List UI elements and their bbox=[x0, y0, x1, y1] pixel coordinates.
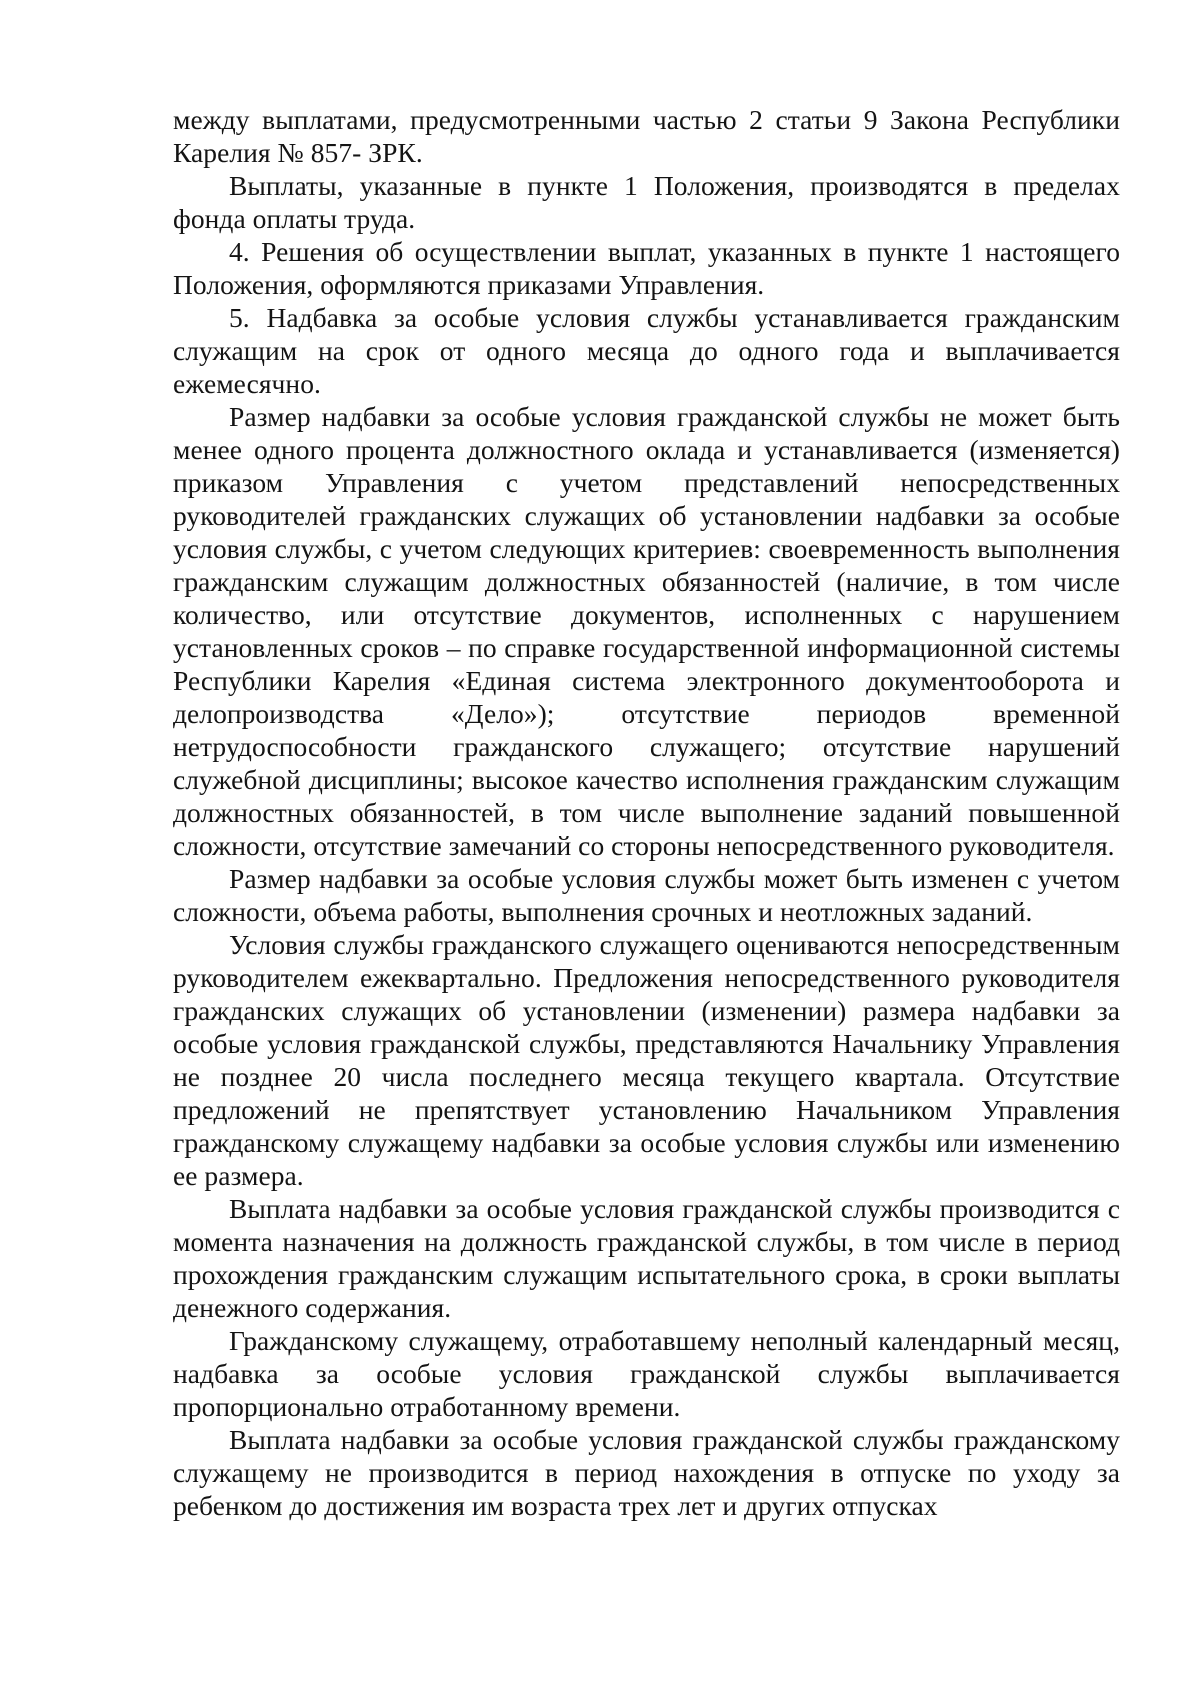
paragraph-allowance-change: Размер надбавки за особые условия службы может быть изменен с учетом сложности, объема работы, выполнения срочных и неотложных заданий. bbox=[173, 863, 1120, 927]
document-body bbox=[173, 103, 1120, 1522]
paragraph-continuation: между выплатами, предусмотренными частью 2 статьи 9 Закона Республики Карелия № 857- ЗРК. bbox=[173, 104, 1120, 168]
paragraph-partial-month: Гражданскому служащему, отработавшему неполный календарный месяц, надбавка за особые условия гражданской службы выплачивается пропорционально отработанному времени. bbox=[173, 1325, 1120, 1422]
paragraph-quarterly-evaluation: Условия службы гражданского служащего оцениваются непосредственным руководителем ежеквартально. Предложения непосредственного руководителя гражданских служащих об установлении (изменении) размера надбавки за особые условия гражданской службы, представляются Начальнику Управления не позднее 20 числа последнего месяца текущего квартала. Отсутствие предложений не препятствует установлению Начальником Управления гражданскому служащему надбавки за особые условия службы или изменению ее размера. bbox=[173, 929, 1120, 1191]
paragraph-no-payment-leave: Выплата надбавки за особые условия гражданской службы гражданскому служащему не производится в период нахождения в отпуске по уходу за ребенком до достижения им возраста трех лет и других отпусках bbox=[173, 1424, 1120, 1521]
paragraph-payment-start: Выплата надбавки за особые условия гражданской службы производится с момента назначения на должность гражданской службы, в том числе в период прохождения гражданским служащим испытательного срока, в сроки выплаты денежного содержания. bbox=[173, 1193, 1120, 1323]
paragraph-item-4: 4. Решения об осуществлении выплат, указанных в пункте 1 настоящего Положения, оформляются приказами Управления. bbox=[173, 236, 1120, 300]
paragraph-payments-within-fund: Выплаты, указанные в пункте 1 Положения, производятся в пределах фонда оплаты труда. bbox=[173, 170, 1120, 234]
paragraph-allowance-size-criteria: Размер надбавки за особые условия гражданской службы не может быть менее одного процента должностного оклада и устанавливается (изменяется) приказом Управления с учетом представлений непосредственных руководителей гражданских служащих об установлении надбавки за особые условия службы, с учетом следующих критериев: своевременность выполнения гражданским служащим должностных обязанностей (наличие, в том числе количество, или отсутствие документов, исполненных с нарушением установленных сроков – по справке государственной информационной системы Республики Карелия «Единая система электронного документооборота и делопроизводства «Дело»); отсутствие периодов временной нетрудоспособности гражданского служащего; отсутствие нарушений служебной дисциплины; высокое качество исполнения гражданским служащим должностных обязанностей, в том числе выполнение заданий повышенной сложности, отсутствие замечаний со стороны непосредственного руководителя. bbox=[173, 401, 1120, 861]
paragraph-item-5: 5. Надбавка за особые условия службы устанавливается гражданским служащим на срок от одного месяца до одного года и выплачивается ежемесячно. bbox=[173, 302, 1120, 399]
